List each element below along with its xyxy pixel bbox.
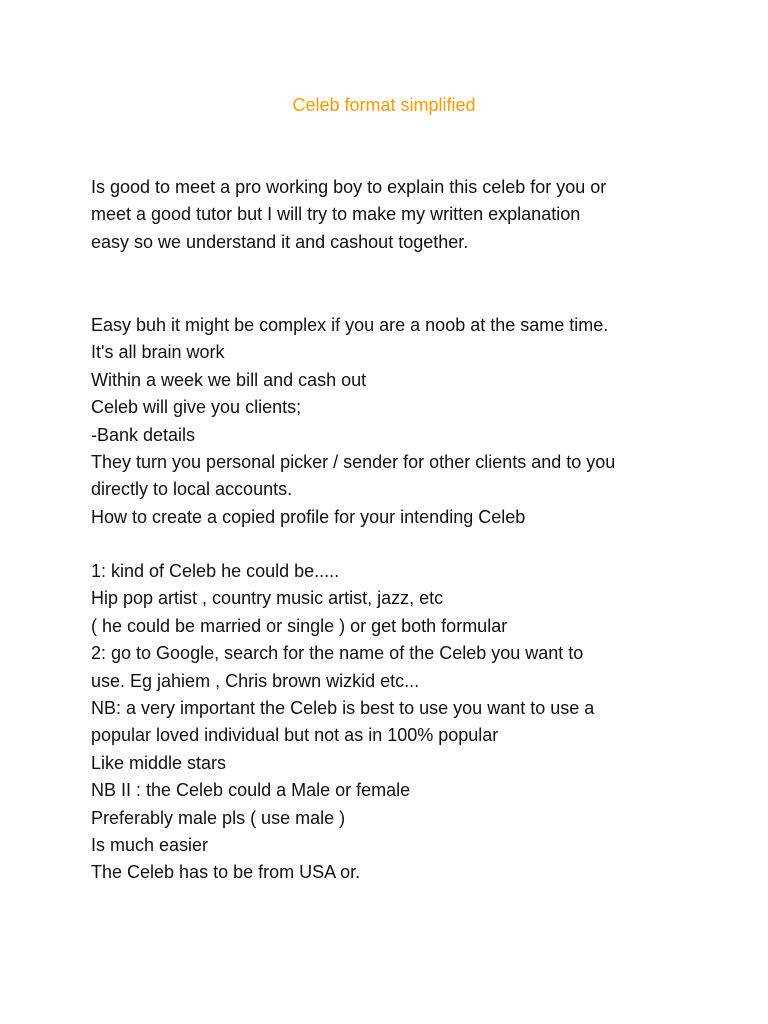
text-line: NB II : the Celeb could a Male or female [91, 780, 411, 801]
text-line: meet a good tutor but I will try to make my written explanation [91, 204, 581, 225]
text-line: The Celeb has to be from USA or. [91, 862, 361, 883]
text-line: 2: go to Google, search for the name of the Celeb you want to [91, 643, 584, 664]
text-line: popular loved individual but not as in 100% popular [91, 725, 499, 746]
text-line: Preferably male pls ( use male ) [91, 807, 346, 828]
text-line: easy so we understand it and cashout together. [91, 231, 469, 252]
text-line: How to create a copied profile for your intending Celeb [91, 506, 526, 527]
text-line: NB: a very important the Celeb is best to use you want to use a [91, 698, 595, 719]
text-line: use. Eg jahiem , Chris brown wizkid etc... [91, 670, 420, 691]
document-title: Celeb format simplified [292, 95, 476, 115]
text-line: 1: kind of Celeb he could be..... [91, 561, 340, 581]
text-line: ( he could be married or single ) or get both formular [91, 615, 508, 636]
paragraph-intro [91, 174, 731, 256]
text-line: Like middle stars [91, 752, 227, 773]
text-line: Celeb will give you clients; [91, 397, 302, 418]
paragraph-overview [91, 312, 731, 531]
paragraph-steps [91, 558, 731, 887]
text-line: They turn you personal picker / sender for other clients and to you [91, 452, 616, 473]
text-line: -Bank details [91, 424, 196, 445]
text-line: Is much easier [91, 835, 209, 856]
text-line: Easy buh it might be complex if you are a noob at the same time. [91, 315, 609, 335]
text-line: It's all brain work [91, 342, 225, 363]
text-line: Within a week we bill and cash out [91, 369, 367, 390]
text-line: directly to local accounts. [91, 479, 293, 500]
text-line: Is good to meet a pro working boy to explain this celeb for you or [91, 177, 607, 197]
text-line: Hip pop artist , country music artist, jazz, etc [91, 588, 444, 609]
